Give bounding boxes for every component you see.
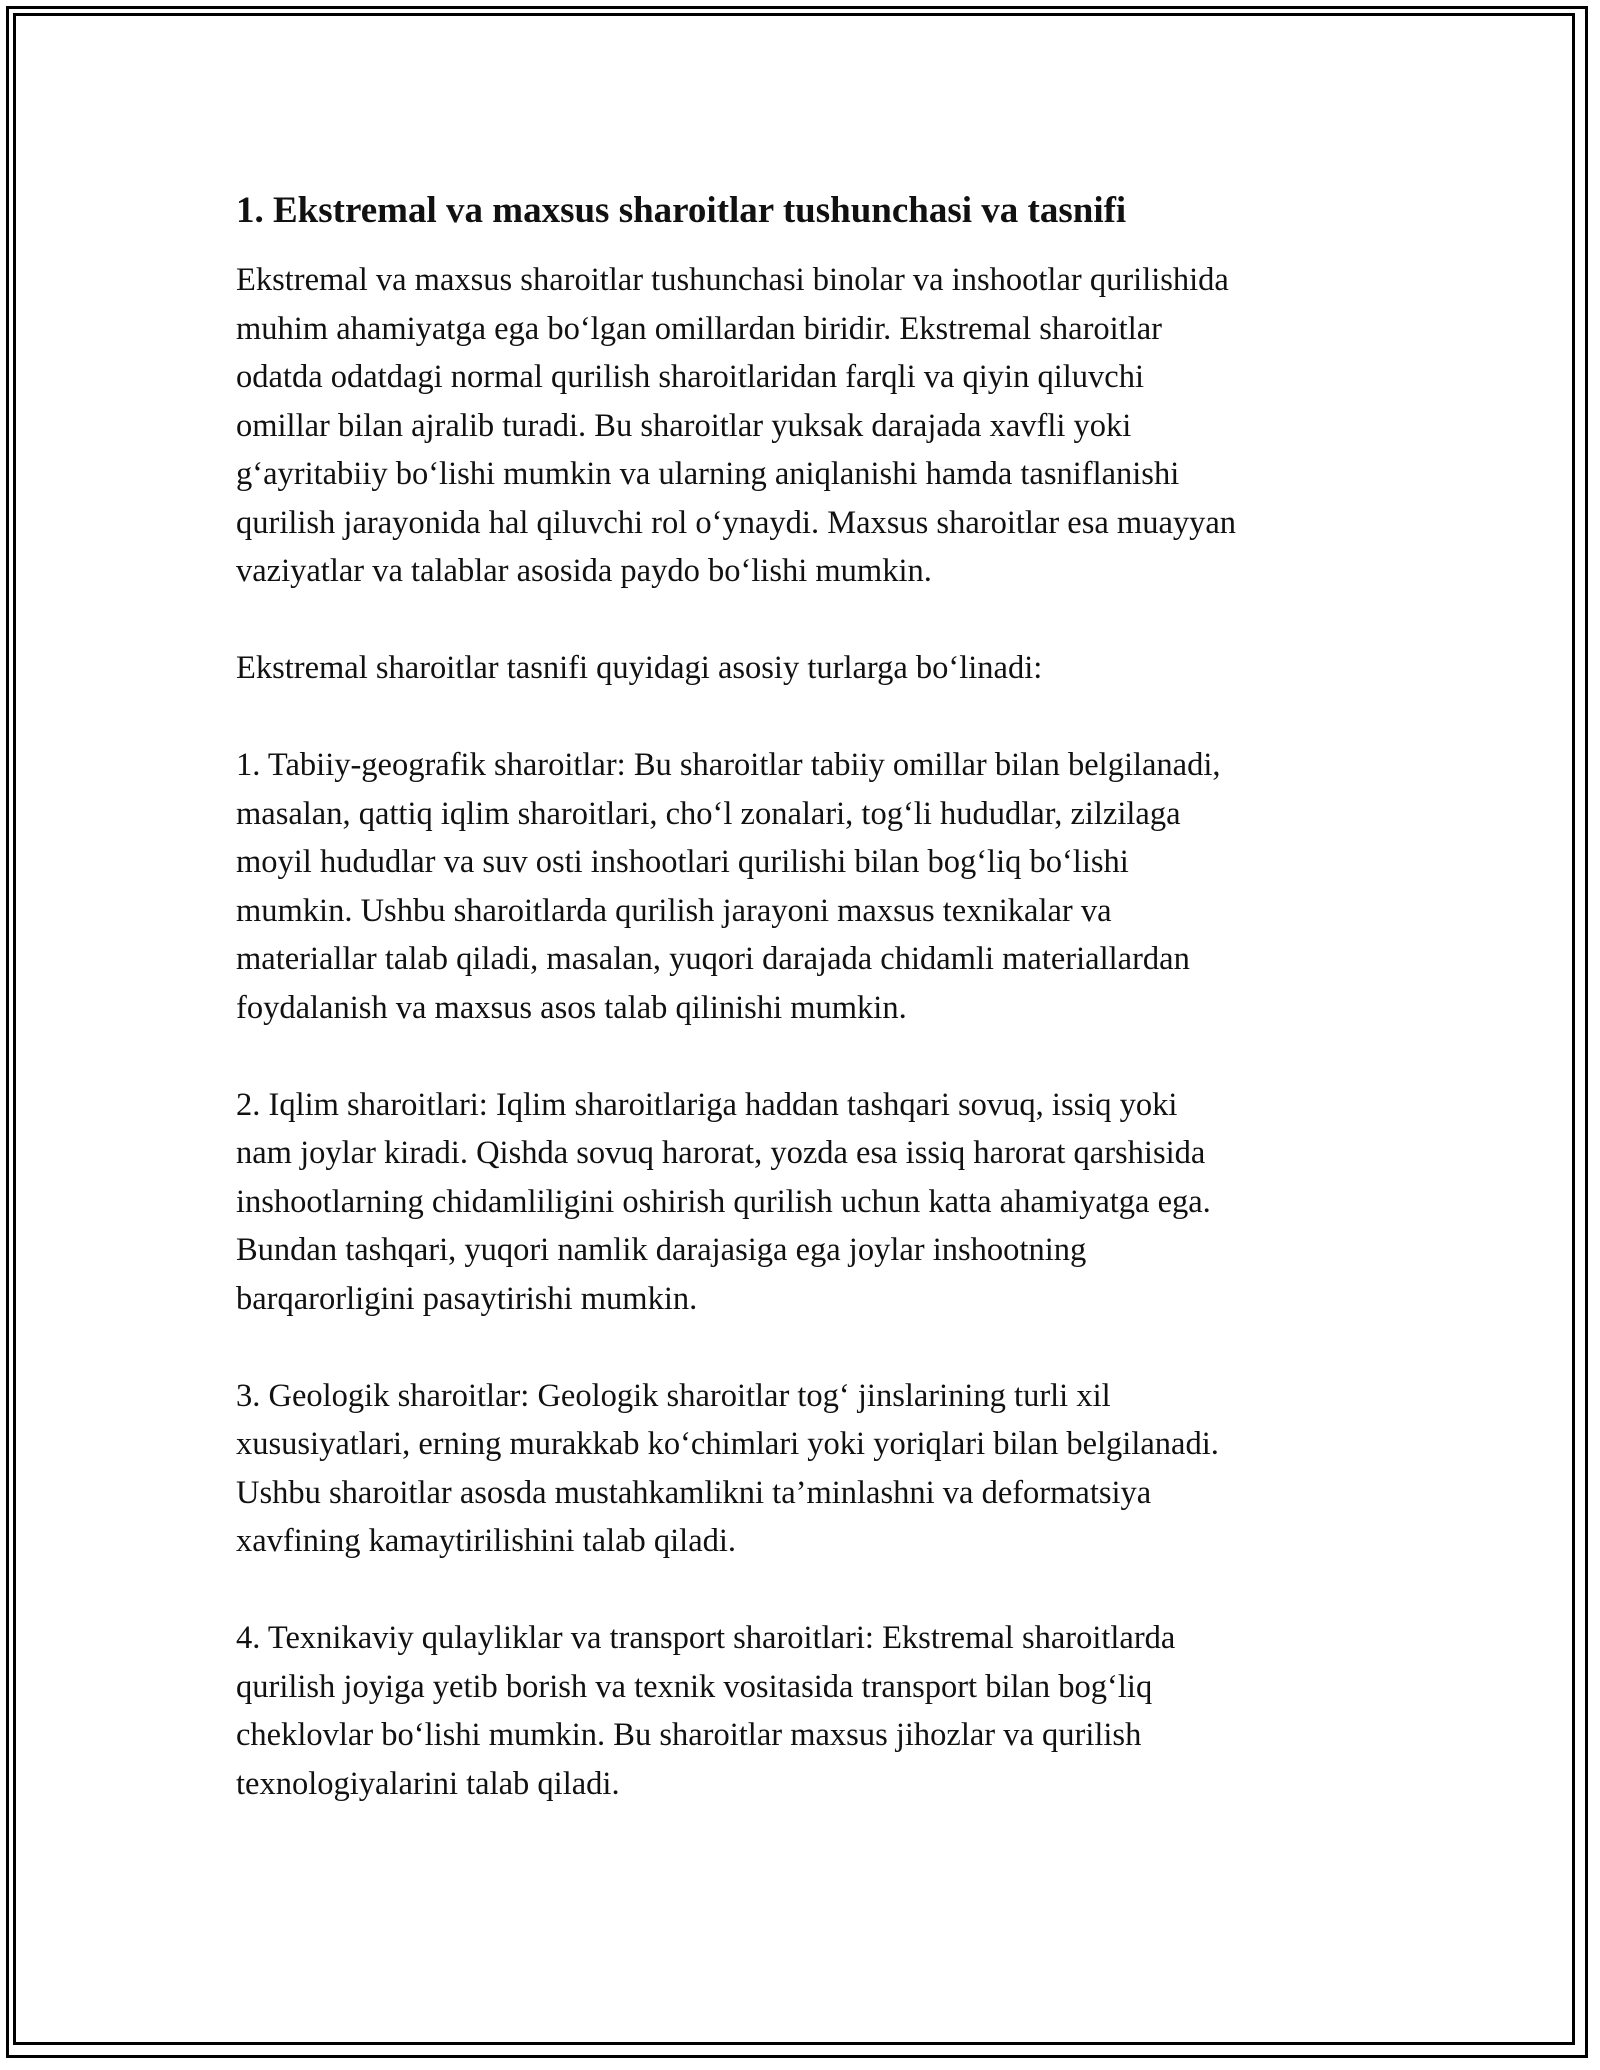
paragraph-line: barqarorligini pasaytirishi mumkin. bbox=[236, 1280, 698, 1317]
paragraph-line: moyil hududlar va suv osti inshootlari qurilishi bilan bog‘liq bo‘lishi bbox=[236, 844, 1129, 880]
paragraph-line: g‘ayritabiiy bo‘lishi mumkin va ularning aniqlanishi hamda tasniflanishi bbox=[236, 456, 1180, 492]
paragraph bbox=[236, 644, 1386, 693]
section-heading: 1. Ekstremal va maxsus sharoitlar tushunchasi va tasnifi bbox=[236, 190, 1127, 231]
paragraph bbox=[236, 256, 1386, 596]
paragraph-line: Ekstremal sharoitlar tasnifi quyidagi asosiy turlarga bo‘linadi: bbox=[236, 650, 1043, 686]
paragraph-line: qurilish jarayonida hal qiluvchi rol o‘ynaydi. Maxsus sharoitlar esa muayyan bbox=[236, 504, 1237, 541]
paragraph-line: texnologiyalarini talab qiladi. bbox=[236, 1765, 620, 1802]
paragraph bbox=[236, 741, 1386, 1032]
paragraph-line: muhim ahamiyatga ega bo‘lgan omillardan biridir. Ekstremal sharoitlar bbox=[236, 310, 1162, 347]
paragraph-line: Ushbu sharoitlar asosda mustahkamlikni ta’minlashni va deformatsiya bbox=[236, 1474, 1152, 1511]
paragraph-line: xususiyatlari, erning murakkab ko‘chimlari yoki yoriqlari bilan belgilanadi. bbox=[236, 1426, 1219, 1462]
paragraph-line: 1. Tabiiy-geografik sharoitlar: Bu sharoitlar tabiiy omillar bilan belgilanadi, bbox=[236, 747, 1221, 783]
paragraph bbox=[236, 1372, 1386, 1566]
paragraph-line: odatda odatdagi normal qurilish sharoitlaridan farqli va qiyin qiluvchi bbox=[236, 359, 1144, 395]
paragraph-line: foydalanish va maxsus asos talab qilinishi mumkin. bbox=[236, 989, 907, 1026]
paragraph-line: xavfining kamaytirilishini talab qiladi. bbox=[236, 1523, 737, 1559]
paragraph-line: materiallar talab qiladi, masalan, yuqori darajada chidamli materiallardan bbox=[236, 941, 1190, 977]
paragraph-line: Bundan tashqari, yuqori namlik darajasiga ega joylar inshootning bbox=[236, 1232, 1087, 1268]
paragraph-line: 2. Iqlim sharoitlari: Iqlim sharoitlariga haddan tashqari sovuq, issiq yoki bbox=[236, 1086, 1178, 1123]
paragraph-line: nam joylar kiradi. Qishda sovuq harorat, yozda esa issiq harorat qarshisida bbox=[236, 1135, 1206, 1171]
paragraph-line: 3. Geologik sharoitlar: Geologik sharoitlar tog‘ jinslarining turli xil bbox=[236, 1377, 1111, 1414]
paragraph-line: qurilish joyiga yetib borish va texnik vositasida transport bilan bog‘liq bbox=[236, 1668, 1153, 1705]
paragraph-line: Ekstremal va maxsus sharoitlar tushunchasi binolar va inshootlar qurilishida bbox=[236, 262, 1229, 298]
paragraph-line: 4. Texnikaviy qulayliklar va transport sharoitlari: Ekstremal sharoitlarda bbox=[236, 1620, 1176, 1656]
paragraph-container bbox=[236, 256, 1386, 1808]
paragraph-line: vaziyatlar va talablar asosida paydo bo‘lishi mumkin. bbox=[236, 553, 932, 589]
paragraph-line: masalan, qattiq iqlim sharoitlari, cho‘l zonalari, tog‘li hududlar, zilzilaga bbox=[236, 795, 1181, 832]
paragraph-line: mumkin. Ushbu sharoitlarda qurilish jarayoni maxsus texnikalar va bbox=[236, 892, 1112, 929]
paragraph bbox=[236, 1614, 1386, 1808]
document-body bbox=[236, 186, 1386, 1857]
paragraph-line: omillar bilan ajralib turadi. Bu sharoitlar yuksak darajada xavfli yoki bbox=[236, 407, 1132, 444]
paragraph bbox=[236, 1081, 1386, 1324]
paragraph-line: cheklovlar bo‘lishi mumkin. Bu sharoitlar maxsus jihozlar va qurilish bbox=[236, 1717, 1142, 1753]
paragraph-line: inshootlarning chidamliligini oshirish qurilish uchun katta ahamiyatga ega. bbox=[236, 1183, 1211, 1220]
